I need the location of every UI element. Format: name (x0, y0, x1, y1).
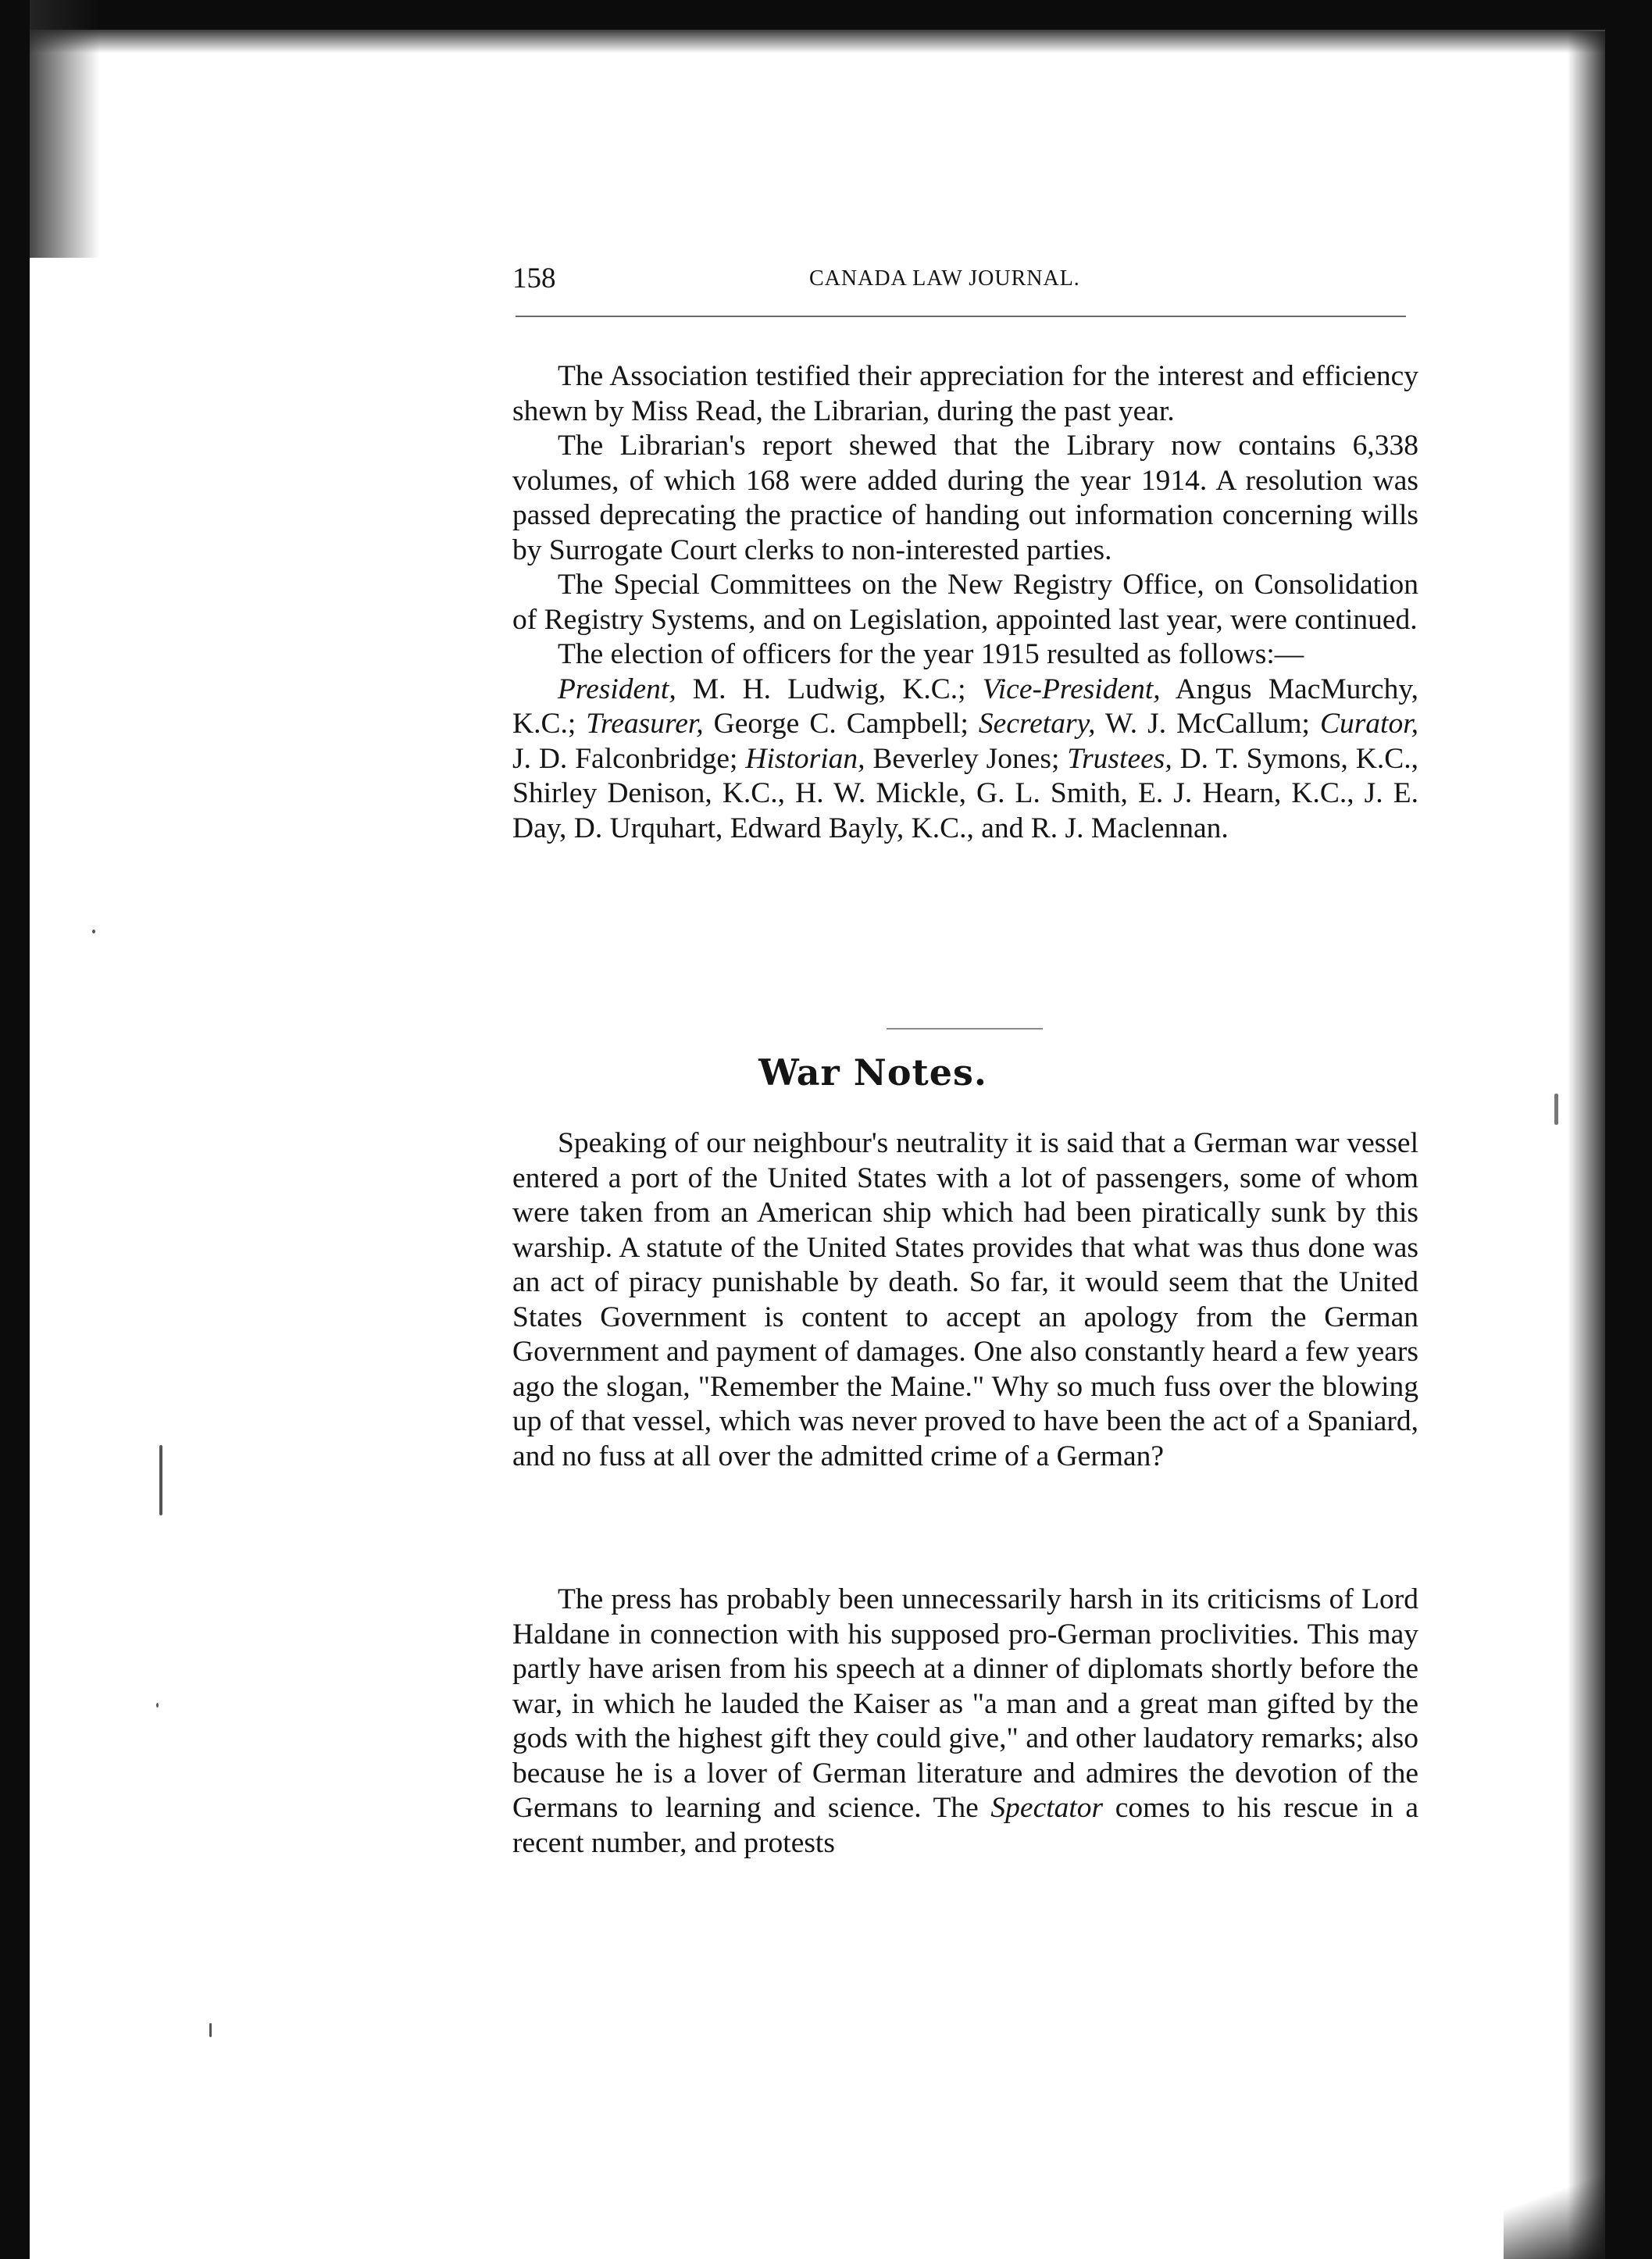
scan-border-top (0, 0, 1652, 30)
officer-title-president: President, (558, 673, 676, 705)
association-report (512, 359, 1418, 846)
officer-name-curator: J. D. Falconbridge; (512, 742, 746, 775)
officer-name-president: M. H. Ludwig, K.C.; (676, 673, 983, 705)
officer-names-trustees: D. T. Symons, K.C., Shirley Denison, K.C., H. W. Mickle, G. L. Smith, E. J. Hearn, K.C., J. E. Day, D. Urquhart, Edward Bayly, K.C., and R. J. Maclennan. (512, 742, 1418, 844)
scan-shadow-bottom-right (1504, 2173, 1605, 2259)
haldane-text-end: comes to his rescue in a recent number, and protests (512, 1792, 1418, 1859)
paragraph-haldane (512, 1583, 1418, 1861)
section-heading-war-notes (0, 1051, 1652, 1094)
scan-speck (209, 2023, 212, 2037)
officer-name-treasurer: George C. Campbell; (703, 708, 979, 740)
paragraph-neutrality: Speaking of our neighbour's neutrality it is said that a German war vessel entered a port of the United States with a lot of passengers, some of whom were taken from an American ship which had been piratically sunk by this warship. A statute of the United States provides that what was thus done was an act of piracy punishable by death. So far, it would seem that the United States Government is content to accept an apology from the German Government and payment of damages. One also constantly heard a few years ago the slogan, "Remember the Maine." Why so much fuss over the blowing up of that vessel, which was never proved to have been the act of a Spaniard, and no fuss at all over the admitted crime of a German? (512, 1127, 1418, 1472)
scan-shadow-right (1568, 31, 1605, 2259)
scan-speck (92, 930, 95, 933)
section-divider (887, 1028, 1043, 1030)
scan-speck (1554, 1094, 1558, 1125)
war-notes-body-1 (512, 1126, 1418, 1474)
scan-border-right (1605, 0, 1652, 2259)
officer-title-curator: Curator, (1319, 708, 1419, 740)
spectator-title: Spectator (990, 1792, 1104, 1824)
officer-title-treasurer: Treasurer, (586, 708, 704, 740)
paragraph-special-committees: The Special Committees on the New Registry Office, on Consolidation of Registry Systems, and on Legislation, appointed last year, were continued. (512, 569, 1418, 636)
paragraph-officers-list (512, 673, 1418, 847)
scan-shadow-left (30, 0, 100, 258)
section-heading-text: War Notes. (758, 1051, 987, 1094)
running-head (512, 262, 1411, 309)
scan-speck (159, 1445, 162, 1515)
officer-name-historian: Beverley Jones; (865, 742, 1068, 775)
officer-title-secretary: Secretary, (978, 708, 1096, 740)
officer-name-vice-president: Angus MacMurchy, K.C.; (512, 673, 1419, 740)
scan-shadow-top (0, 30, 1652, 53)
scan-speck (156, 1703, 159, 1708)
paragraph-librarian-report: The Librarian's report shewed that the Library now contains 6,338 volumes, of which 168 were added during the year 1914. A resolution was passed deprecating the practice of handing out information concerning wills by Surrogate Court clerks to non-interested parties. (512, 430, 1418, 566)
officer-name-secretary: W. J. McCallum; (1095, 708, 1320, 740)
officer-title-vice-president: Vice-President, (982, 673, 1161, 705)
scan-border-left (0, 0, 30, 2259)
officer-title-historian: Historian, (745, 742, 865, 775)
journal-title: CANADA LAW JOURNAL. (809, 266, 1080, 291)
header-rule (516, 316, 1406, 317)
war-notes-body-2 (512, 1583, 1418, 1861)
paragraph-appreciation: The Association testified their appreciation for the interest and efficiency shewn by Miss Read, the Librarian, during the past year. (512, 360, 1418, 427)
haldane-text-start: The press has probably been unnecessarily harsh in its criticisms of Lord Haldane in connection with his supposed pro-German proclivities. This may partly have arisen from his speech at a dinner of diplomats shortly before the war, in which he lauded the Kaiser as "a man and a great man gifted by the gods with the highest gift they could give," and other laudatory remarks; also because he is a lover of German literature and admires the devotion of the Germans to learning and science. The (512, 1583, 1418, 1824)
officer-title-trustees: Trustees, (1067, 742, 1172, 775)
page-number: 158 (512, 262, 556, 294)
paragraph-election: The election of officers for the year 1915 resulted as follows:— (558, 638, 1304, 670)
